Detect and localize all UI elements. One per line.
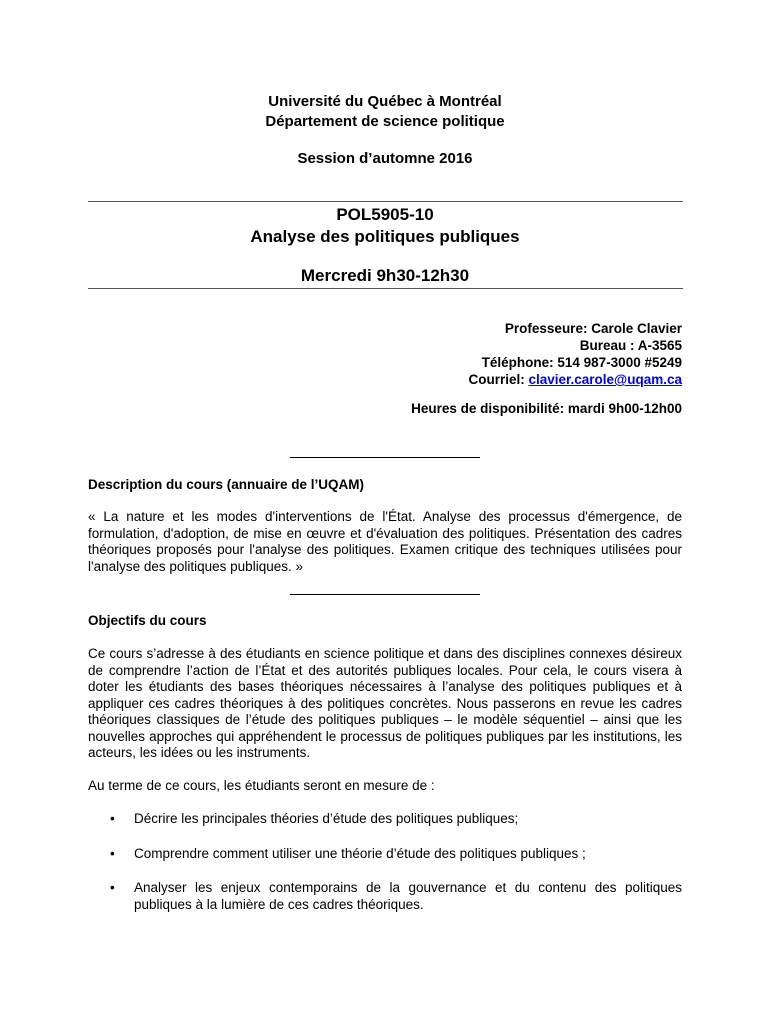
- bullet-marker: •: [110, 811, 115, 826]
- objectives-text: Ce cours s’adresse à des étudiants en science politique et dans des disciplines connexes désireux de comprendre l’action de l’État et des autorités publiques locales. Pour cela, le cours visera à doter les étudiants des bases théoriques nécessaires à l’analyse des politiques publiques et à appliquer ces cadres théoriques à des politiques concrètes. Nous passerons en revue les cadres théoriques classiques de l’étude des politiques publiques – le modèle séquentiel – ainsi que les nouvelles approches qui appréhendent le processus de politiques publiques par les institutions, les acteurs, les idées ou les instruments.: [88, 646, 682, 760]
- availability-hours: Heures de disponibilité: mardi 9h00-12h00: [411, 401, 682, 416]
- phone-number: Téléphone: 514 987-3000 #5249: [481, 355, 682, 370]
- divider-top: [88, 201, 683, 202]
- objectives-intro: Au terme de ce cours, les étudiants seront en mesure de :: [88, 778, 435, 793]
- email-link[interactable]: clavier.carole@uqam.ca: [528, 372, 682, 387]
- course-code: POL5905-10: [336, 205, 434, 224]
- objective-item: Analyser les enjeux contemporains de la gouvernance et du contenu des politiques publiques à la lumière de ces cadres théoriques.: [134, 880, 682, 912]
- university-name: Université du Québec à Montréal: [268, 93, 502, 110]
- email-label: Courriel:: [468, 372, 529, 387]
- objectives-heading: Objectifs du cours: [88, 613, 207, 628]
- objective-item: Décrire les principales théories d’étude des politiques publiques;: [134, 811, 519, 826]
- office-number: Bureau : A-3565: [579, 338, 682, 353]
- bullet-marker: •: [110, 880, 115, 895]
- divider-bottom: [88, 288, 683, 289]
- course-title: Analyse des politiques publiques: [250, 227, 520, 246]
- email-line: [468, 371, 682, 388]
- contact-block: [468, 320, 682, 388]
- separator-rule: [290, 457, 480, 458]
- course-schedule: Mercredi 9h30-12h30: [300, 266, 470, 285]
- bullet-marker: •: [110, 846, 115, 861]
- professor-name: Professeure: Carole Clavier: [504, 321, 682, 336]
- separator-rule: [290, 594, 480, 595]
- session-label: Session d’automne 2016: [297, 150, 473, 167]
- course-header: [0, 204, 770, 248]
- objective-item: Comprendre comment utiliser une théorie d’étude des politiques publiques ;: [134, 846, 586, 861]
- description-text: « La nature et les modes d'interventions de l'État. Analyse des processus d'émergence, de formulation, d'adoption, de mise en œuvre et d'évaluation des politiques. Présentation des cadres théoriques proposés pour l'analyse des politiques. Examen critique des techniques utilisées pour l'analyse des politiques publiques. »: [88, 509, 682, 574]
- university-header: [0, 92, 770, 132]
- description-heading: Description du cours (annuaire de l’UQAM): [88, 477, 365, 492]
- department-name: Département de science politique: [265, 113, 505, 130]
